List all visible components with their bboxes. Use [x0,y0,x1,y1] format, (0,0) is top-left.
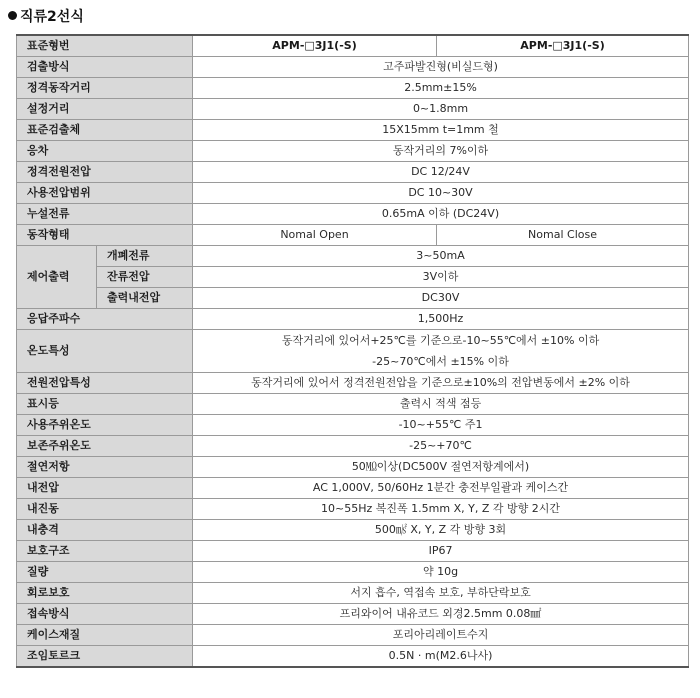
row-value: DC30V [193,288,689,309]
table-row [17,78,689,99]
table-row [17,120,689,141]
row-value: 3~50mA [193,246,689,267]
table-row [17,625,689,646]
row-value: 동작거리에 있어서 정격전원전압을 기준으로±10%의 전압변동에서 ±2% 이하 [193,373,689,394]
row-label: 조임토르크 [17,646,193,668]
row-value: 0~1.8mm [193,99,689,120]
table-row [17,183,689,204]
table-row [17,57,689,78]
table-row [17,225,689,246]
row-value: IP67 [193,541,689,562]
row-sublabel: 개폐전류 [97,246,193,267]
row-label: 표준형번 [17,35,193,57]
row-label: 사용전압범위 [17,183,193,204]
row-label: 동작형태 [17,225,193,246]
row-label: 내충격 [17,520,193,541]
row-label: 검출방식 [17,57,193,78]
row-label: 온도특성 [17,330,193,373]
row-label: 표시등 [17,394,193,415]
row-value: 0.5N · m(M2.6나사) [193,646,689,668]
row-value: 서지 흡수, 역접속 보호, 부하단락보호 [193,583,689,604]
table-row [17,35,689,57]
table-row [17,330,689,373]
table-row [17,162,689,183]
row-value: 500㎨ X, Y, Z 각 방향 3회 [193,520,689,541]
row-label: 절연저항 [17,457,193,478]
row-value: -25~+70℃ [193,436,689,457]
row-label: 질량 [17,562,193,583]
table-row [17,141,689,162]
row-label: 보호구조 [17,541,193,562]
row-value: 동작거리의 7%이하 [193,141,689,162]
row-value: 2.5mm±15% [193,78,689,99]
control-output-label: 제어출력 [17,246,97,309]
row-value: 1,500Hz [193,309,689,330]
bullet-icon [8,11,17,20]
row-value: DC 12/24V [193,162,689,183]
temperature-line-2: -25~70℃에서 ±15% 이하 [372,355,509,368]
row-value: 약 10g [193,562,689,583]
row-value: -10~+55℃ 주1 [193,415,689,436]
table-row [17,204,689,225]
table-row [17,288,689,309]
table-row [17,604,689,625]
table-row [17,478,689,499]
row-value: 10~55Hz 복진폭 1.5mm X, Y, Z 각 방향 2시간 [193,499,689,520]
model-number-1: APM-□3J1(-S) [193,35,437,57]
table-row [17,646,689,668]
row-label: 내진동 [17,499,193,520]
table-row [17,499,689,520]
row-value: 출력시 적색 점등 [193,394,689,415]
table-row [17,541,689,562]
table-row [17,415,689,436]
row-label: 보존주위온도 [17,436,193,457]
row-value: 포리아리레이트수지 [193,625,689,646]
row-label: 정격전원전압 [17,162,193,183]
row-label: 응차 [17,141,193,162]
row-value [193,330,689,373]
table-row [17,309,689,330]
row-label: 정격동작거리 [17,78,193,99]
row-label: 설정거리 [17,99,193,120]
operation-normally-close: Nomal Close [437,225,689,246]
table-row [17,436,689,457]
row-value: DC 10~30V [193,183,689,204]
table-row [17,99,689,120]
row-label: 표준검출체 [17,120,193,141]
row-label: 사용주위온도 [17,415,193,436]
model-number-2: APM-□3J1(-S) [437,35,689,57]
operation-normally-open: Nomal Open [193,225,437,246]
table-row [17,267,689,288]
temperature-line-1: 동작거리에 있어서+25℃를 기준으로-10~55℃에서 ±10% 이하 [281,334,600,347]
table-row [17,583,689,604]
row-value: 고주파발진형(비실드형) [193,57,689,78]
table-row [17,394,689,415]
table-row [17,562,689,583]
spec-table [16,34,689,668]
table-row [17,457,689,478]
row-sublabel: 잔류전압 [97,267,193,288]
section-heading [8,6,84,26]
row-label: 전원전압특성 [17,373,193,394]
row-value: 15X15mm t=1mm 철 [193,120,689,141]
row-label: 응답주파수 [17,309,193,330]
section-title: 직류2선식 [20,9,84,25]
row-value: 프리와이어 내유코드 외경2.5mm 0.08㎟ [193,604,689,625]
row-sublabel: 출력내전압 [97,288,193,309]
row-label: 접속방식 [17,604,193,625]
row-label: 누설전류 [17,204,193,225]
row-value: AC 1,000V, 50/60Hz 1분간 충전부일괄과 케이스간 [193,478,689,499]
table-row [17,373,689,394]
row-label: 내전압 [17,478,193,499]
row-value: 0.65mA 이하 (DC24V) [193,204,689,225]
row-value: 50㏁이상(DC500V 절연저항계에서) [193,457,689,478]
table-row [17,520,689,541]
row-label: 케이스재질 [17,625,193,646]
row-label: 회로보호 [17,583,193,604]
table-row [17,246,689,267]
row-value: 3V이하 [193,267,689,288]
